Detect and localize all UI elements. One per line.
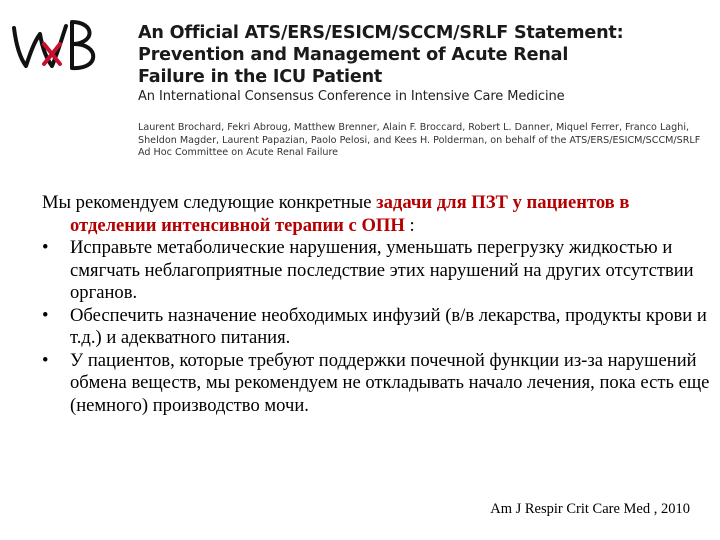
author-line: Sheldon Magder, Laurent Papazian, Paolo Pelosi, and Kees H. Polderman, on behalf of the ATS/ERS/ESICM/SCCM/SRLF — [138, 134, 701, 146]
bullet-icon: • — [42, 349, 49, 371]
list-item-text: У пациентов, которые требуют поддержки почечной функции из-за нарушений обмена веществ, мы рекомендуем не откладывать начало лечения, пока есть еще (немного) производство мочи. — [70, 349, 710, 416]
citation: Am J Respir Crit Care Med , 2010 — [490, 501, 690, 517]
intro-text: Мы рекомендуем следующие конкретные — [42, 192, 377, 213]
intro-paragraph — [42, 192, 712, 237]
title-line: Failure in the ICU Patient — [138, 67, 383, 87]
intro-suffix: : — [404, 214, 415, 236]
intro-highlight: задачи для ПЗТ у пациентов в отделении интенсивной терапии с ОПН — [70, 192, 630, 236]
list-item — [42, 237, 712, 305]
title-line: An Official ATS/ERS/ESICM/SCCM/SRLF Statement: — [138, 23, 624, 43]
article-title — [138, 22, 713, 88]
recommendation-list — [42, 237, 712, 417]
title-line: Prevention and Management of Acute Renal — [138, 45, 569, 65]
list-item-text: Исправьте метаболические нарушения, уменьшать перегрузку жидкостью и смягчать неблагоприятные последствие этих нарушений на других отсутствии органов. — [70, 237, 694, 303]
list-item — [42, 350, 712, 418]
article-subtitle: An International Consensus Conference in Intensive Care Medicine — [138, 89, 565, 104]
author-line: Laurent Brochard, Fekri Abroug, Matthew Brenner, Alain F. Broccard, Robert L. Danner, Miquel Ferrer, Franco Laghi, — [138, 122, 690, 133]
journal-logo — [8, 14, 106, 76]
list-item — [42, 305, 712, 350]
bullet-icon: • — [42, 237, 49, 258]
author-line: Ad Hoc Committee on Acute Renal Failure — [138, 147, 339, 158]
bullet-icon: • — [42, 304, 49, 326]
logo-icon — [8, 14, 106, 76]
list-item-text: Обеспечить назначение необходимых инфузий (в/в лекарства, продукты крови и т.д.) и адекватного питания. — [70, 304, 707, 348]
author-list — [138, 122, 713, 160]
article-header — [138, 22, 713, 105]
slide-body — [42, 192, 712, 417]
